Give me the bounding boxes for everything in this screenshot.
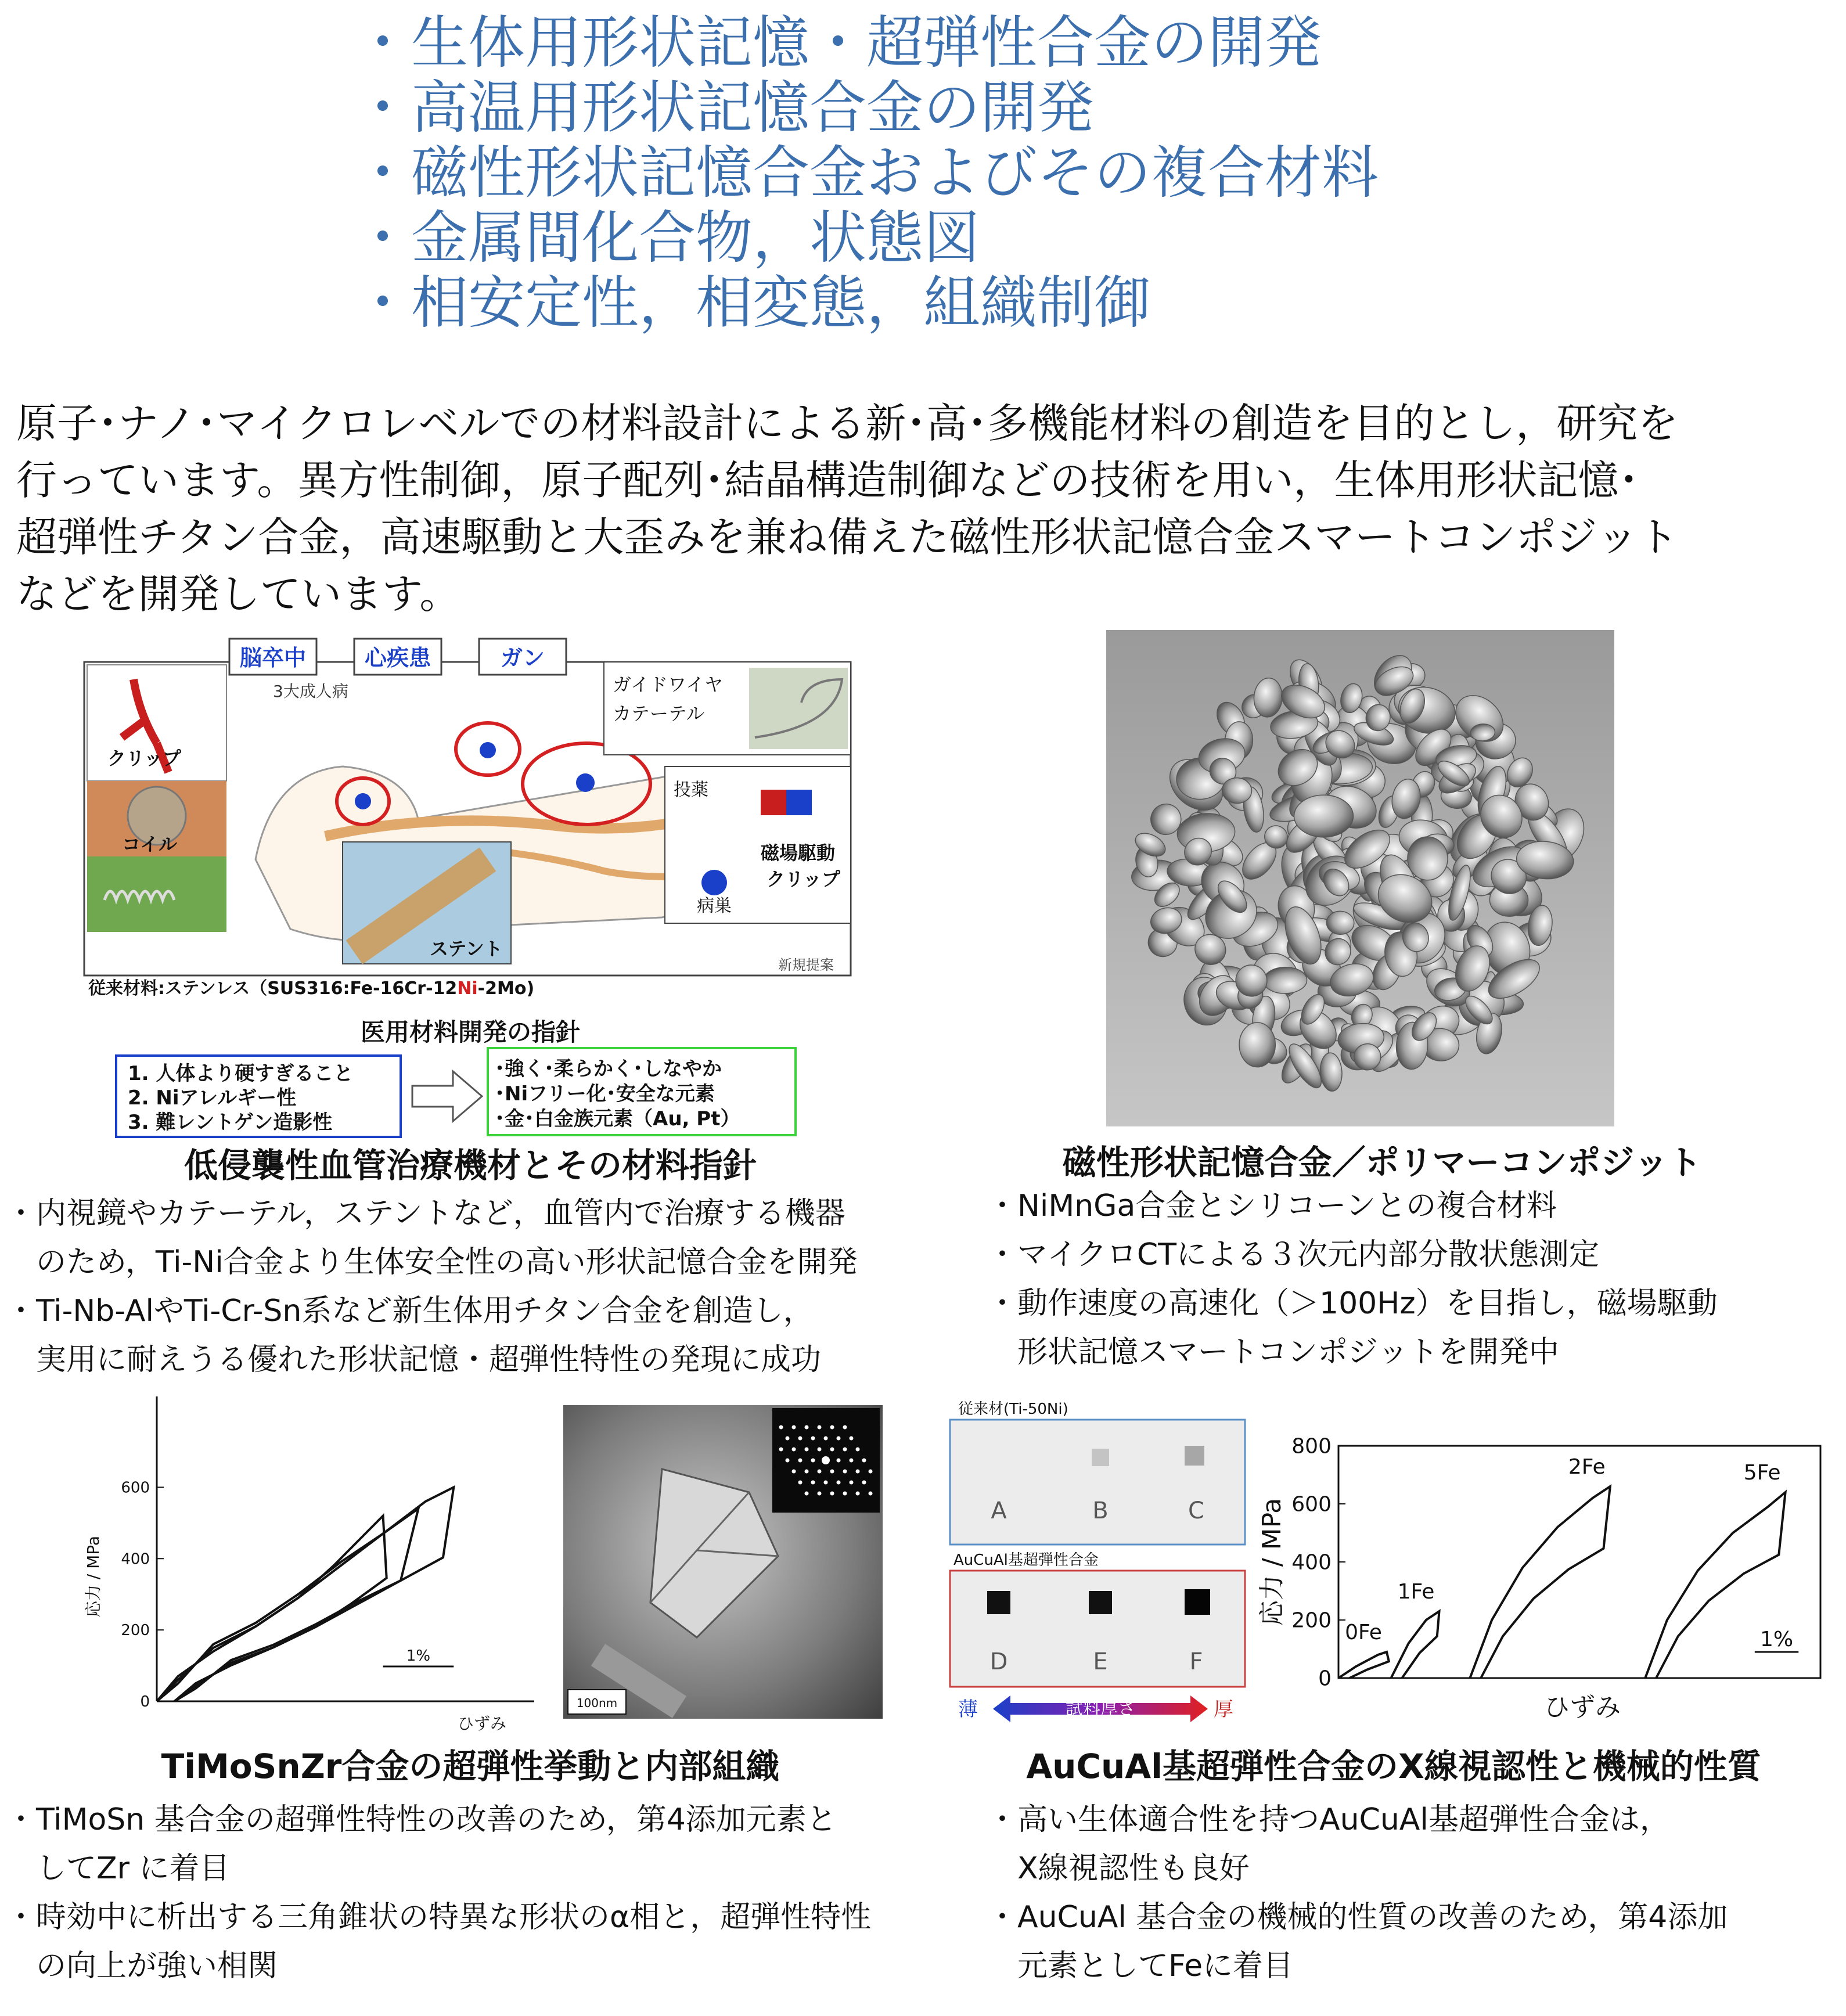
coil-label: コイル	[122, 833, 178, 855]
bullet-line: してZr に着目	[6, 1851, 230, 1886]
medical-device-figure	[81, 627, 859, 1138]
three-diseases-label: 3大成人病	[273, 682, 348, 701]
diffraction-spot	[779, 1448, 783, 1452]
drug-label: 投薬	[674, 780, 708, 800]
diffraction-spot	[792, 1425, 796, 1430]
chart1-svg	[81, 1394, 534, 1736]
problem-item: 2. Niアレルギー性	[128, 1086, 297, 1110]
diffraction-spot	[779, 1425, 783, 1430]
diffraction-spot	[798, 1481, 803, 1485]
topic-list	[354, 10, 1748, 336]
problem-item: 3. 難レントゲン造影性	[128, 1111, 333, 1134]
section3-caption: TiMoSnZr合金の超弾性挙動と内部組織	[161, 1747, 780, 1786]
series-label: 2Fe	[1568, 1455, 1606, 1479]
xray-panels	[947, 1396, 1248, 1733]
y-axis-label: 応力 / MPa	[84, 1535, 103, 1618]
intro-line: 超弾性チタン合金，高速駆動と大歪みを兼ね備えた磁性形状記憶合金スマートコンポジット	[16, 513, 1679, 561]
tem-scale-label: 100nm	[576, 1696, 618, 1710]
intro-line: 行っています。異方性制御，原子配列･結晶構造制御などの技術を用い，生体用形状記憶･	[16, 456, 1639, 504]
diffraction-spot	[843, 1470, 847, 1474]
diffraction-spot	[805, 1448, 809, 1452]
intro-line: などを開発しています。	[16, 570, 460, 618]
xray-visibility-figure	[947, 1396, 1248, 1733]
solution-item: ･Niフリー化･安全な元素	[495, 1082, 715, 1106]
scale-bar-label: 1%	[1759, 1628, 1794, 1651]
bullet-line: ・時効中に析出する三角錐状の特異な形状のα相と，超弾性特性	[6, 1900, 872, 1935]
thickness-label: 試料厚さ	[1066, 1699, 1135, 1719]
guidewire-label: ガイドワイヤ	[613, 674, 724, 696]
diffraction-spot	[818, 1448, 822, 1452]
series-label: 0Fe	[1345, 1621, 1382, 1644]
y-tick-label: 0	[140, 1693, 150, 1711]
catheter-label: カテーテル	[613, 703, 705, 725]
tem-micrograph	[563, 1405, 883, 1719]
series-line	[157, 1516, 387, 1701]
new-proposal-label: 新規提案	[778, 957, 834, 973]
sample-letter: D	[989, 1648, 1008, 1675]
diffraction-spot	[843, 1448, 847, 1452]
topic-item: ・金属間化合物，状態図	[354, 205, 981, 271]
diffraction-spot	[837, 1437, 841, 1441]
diffraction-spot	[818, 1425, 822, 1430]
diffraction-spot	[818, 1492, 822, 1496]
topic-item: ・生体用形状記憶・超弾性合金の開発	[354, 10, 1322, 76]
diffraction-spot	[837, 1481, 841, 1485]
lesion-label: 病巣	[697, 896, 732, 916]
diffraction-spot	[824, 1481, 828, 1485]
sample-letter: B	[1092, 1497, 1109, 1524]
magnetic-clip-label-2: クリップ	[767, 868, 840, 890]
ct-particle	[1294, 795, 1354, 837]
diffraction-spot	[786, 1437, 790, 1441]
y-tick-label: 200	[1291, 1608, 1332, 1633]
diffraction-spot	[837, 1459, 841, 1463]
series-label: 5Fe	[1743, 1461, 1781, 1485]
ct-particle	[1319, 1052, 1343, 1092]
diffraction-spot	[792, 1448, 796, 1452]
diffraction-spot	[843, 1425, 847, 1430]
bullet-line: X線視認性も良好	[987, 1851, 1250, 1886]
scale-bar-label: 1%	[406, 1647, 431, 1665]
intro-paragraph	[16, 395, 1828, 622]
diffraction-spot	[830, 1448, 834, 1452]
sample-letter: F	[1189, 1648, 1203, 1675]
bullet-line: のため，Ti-Ni合金より生体安全性の高い形状記憶合金を開発	[6, 1245, 858, 1280]
bullet-line: 形状記憶スマートコンポジットを開発中	[987, 1335, 1559, 1370]
bullet-line: 実用に耐えうる優れた形状記憶・超弾性特性の発現に成功	[6, 1342, 822, 1377]
diffraction-spot	[811, 1459, 815, 1463]
diffraction-spot	[830, 1492, 834, 1496]
diffraction-spot	[798, 1437, 803, 1441]
particle-cloud-render	[1106, 630, 1614, 1126]
alloy-title: AuCuAl基超弾性合金	[953, 1551, 1099, 1569]
diffraction-spot	[818, 1470, 822, 1474]
disease-cancer: ガン	[500, 645, 545, 671]
series-0Fe	[1338, 1652, 1389, 1678]
topic-item: ・磁性形状記憶合金およびその複合材料	[354, 140, 1379, 206]
bullet-line: ・AuCuAl 基合金の機械的性質の改善のため，第4添加	[987, 1900, 1728, 1935]
y-axis-label: 応力 / MPa	[1257, 1497, 1287, 1626]
diffraction-spot	[786, 1459, 790, 1463]
sample-letter: A	[991, 1497, 1007, 1524]
x-axis-label: ひずみ	[1544, 1693, 1621, 1722]
tem-image	[563, 1405, 883, 1719]
series-2Fe	[1470, 1486, 1610, 1678]
thin-label: 薄	[958, 1698, 978, 1721]
section4-bullets	[987, 1795, 1841, 1990]
disease-heart: 心疾患	[364, 645, 431, 671]
stress-strain-chart-1	[81, 1394, 534, 1736]
bullet-line: ・動作速度の高速化（＞100Hz）を目指し，磁場駆動	[987, 1286, 1718, 1321]
diffraction-spot	[869, 1470, 873, 1474]
diffraction-spot	[805, 1492, 809, 1496]
section1-bullets	[6, 1189, 958, 1384]
section1-caption: 低侵襲性血管治療機材とその材料指針	[183, 1146, 757, 1185]
magnetic-clip-label-1: 磁場駆動	[761, 842, 836, 864]
sample-letter: C	[1188, 1497, 1204, 1524]
diffraction-spot	[830, 1470, 834, 1474]
y-tick-label: 400	[1291, 1550, 1332, 1575]
topic-item: ・高温用形状記憶合金の開発	[354, 75, 1095, 141]
diffraction-spot	[805, 1470, 809, 1474]
right-arrow-icon	[412, 1071, 482, 1121]
diffraction-spot	[850, 1437, 854, 1441]
thick-label: 厚	[1214, 1698, 1233, 1721]
bullet-line: ・高い生体適合性を持つAuCuAl基超弾性合金は，	[987, 1802, 1670, 1837]
bullet-line: 元素としてFeに着目	[987, 1949, 1294, 1983]
diffraction-spot	[856, 1470, 860, 1474]
stress-strain-chart-2	[1257, 1423, 1838, 1730]
diffraction-spot	[822, 1456, 830, 1464]
bullet-line: の向上が強い相関	[6, 1949, 278, 1983]
y-tick-label: 600	[1291, 1492, 1332, 1517]
chart2-svg	[1257, 1423, 1838, 1730]
ct-particle	[1239, 1023, 1275, 1067]
solution-item: ･金･白金族元素（Au, Pt）	[495, 1107, 740, 1131]
intro-line: 原子･ナノ･マイクロレベルでの材料設計による新･高･多機能材料の創造を目的とし，研究を	[16, 399, 1679, 447]
section2-bullets	[987, 1182, 1835, 1377]
bullet-line: ・Ti-Nb-AlやTi-Cr-Sn系など新生体用チタン合金を創造し，	[6, 1294, 814, 1329]
problem-item: 1. 人体より硬すぎること	[128, 1062, 354, 1085]
diffraction-spot	[850, 1459, 854, 1463]
conventional-material-title: 従来材(Ti-50Ni)	[958, 1401, 1068, 1418]
diffraction-spot	[798, 1459, 803, 1463]
y-tick-label: 0	[1318, 1666, 1332, 1691]
diffraction-spot	[856, 1448, 860, 1452]
diffraction-spot	[792, 1470, 796, 1474]
diffraction-spot	[830, 1425, 834, 1430]
section4-caption: AuCuAl基超弾性合金のX線視認性と機械的性質	[1026, 1747, 1761, 1786]
y-tick-label: 400	[121, 1550, 150, 1568]
diffraction-spot	[856, 1492, 860, 1496]
section2-caption: 磁性形状記憶合金／ポリマーコンポジット	[1062, 1143, 1702, 1182]
section3-bullets	[6, 1795, 993, 1990]
y-tick-label: 200	[121, 1622, 150, 1640]
solution-item: ･強く･柔らかく･しなやか	[495, 1057, 722, 1081]
clip-label: クリップ	[107, 747, 181, 769]
diffraction-spot	[869, 1492, 873, 1496]
diffraction-spot	[850, 1481, 854, 1485]
y-tick-label: 800	[1291, 1434, 1332, 1459]
diffraction-spot	[824, 1437, 828, 1441]
diffraction-spot	[811, 1481, 815, 1485]
diffraction-spot	[862, 1481, 866, 1485]
topic-item: ・相安定性，相変態，組織制御	[354, 270, 1151, 336]
diffraction-spot	[843, 1492, 847, 1496]
bullet-line: ・マイクロCTによる３次元内部分散状態測定	[987, 1237, 1599, 1272]
bullet-line: ・NiMnGa合金とシリコーンとの複合材料	[987, 1189, 1557, 1223]
stent-label: ステント	[430, 938, 503, 960]
diffraction-spot	[811, 1437, 815, 1441]
ct-particle	[1263, 967, 1307, 993]
guideline-title: 医用材料開発の指針	[360, 1018, 581, 1046]
x-axis-label: ひずみ	[457, 1714, 507, 1733]
series-line	[157, 1487, 454, 1701]
conventional-material-label: 従来材料:ステンレス（SUS316:Fe-16Cr-12Ni-2Mo)	[88, 978, 535, 999]
bullet-line: ・内視鏡やカテーテル，ステントなど，血管内で治療する機器	[6, 1196, 845, 1231]
sample-letter: E	[1093, 1648, 1108, 1675]
series-label: 1Fe	[1397, 1580, 1435, 1604]
diffraction-spot	[805, 1425, 809, 1430]
micro-ct-image	[1106, 630, 1614, 1126]
diffraction-spot	[862, 1459, 866, 1463]
ct-particle	[1326, 910, 1355, 935]
series-1Fe	[1391, 1611, 1440, 1678]
y-tick-label: 600	[121, 1479, 150, 1497]
medical-device-illustration	[81, 627, 859, 1138]
bullet-line: ・TiMoSn 基合金の超弾性特性の改善のため，第4添加元素と	[6, 1802, 837, 1837]
disease-stroke: 脳卒中	[239, 645, 307, 671]
